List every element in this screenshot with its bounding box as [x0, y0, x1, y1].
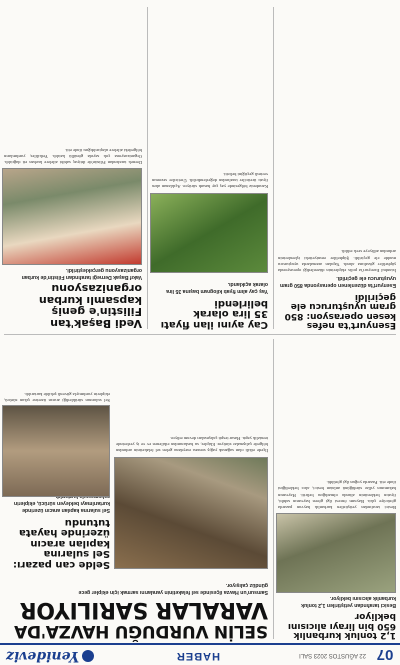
story-lede: Yaş çay alım fiyatı kilogram başına 35 lira olarak açıklandı.: [166, 281, 268, 295]
story-left: [4, 266, 142, 329]
story-lede: Sel sularına kapılan aracın üzerinde kurtarılmayı bekleyen sürücü, ekiplerin: [13, 500, 110, 514]
photo-kurban: [2, 168, 142, 265]
story-body: Besici tarafından yetiştirilen kurbanlık hayvan pazarda görücüye çıktı. Bayram öncesi ilgi gören hayvanın sahibi, fiyatın beklentinin altında olmadığını belirtti. Hayvanın bakımının yıllar sürdüğünü anlatan besici, alıcı beklediğini ifade etti. Pazarda yoğun ilgi görüldü.: [278, 480, 396, 510]
story-body: Dernek tarafından Filistin'de ihtiyaç sahibi ailelere kurban eti dağıtıldı. Organizasyona çok sayıda gönüllü katıldı. Yetkililer, yardımların bölgedeki ailelere ulaştırıldığını ifade etti.: [4, 147, 142, 165]
section-label: HABER: [175, 650, 220, 662]
story-body: Karadeniz bölgesinde yaş çay hasadı sürüyor. Açıklanan alım fiyatı üreticiler tarafından değerlendirildi. Üreticiler sezonun verimli geçtiğini belirtti.: [152, 171, 268, 189]
story-lede: Besici tarafından yetiştirilen 1,2 tonluk kurbanlık alıcısını bekliyor.: [301, 594, 396, 608]
column-rule: [147, 7, 148, 329]
headline: 1,2 tonluk kurbanlık 650 bin lirayı alıcısını bekliyor: [287, 611, 396, 640]
column-rule: [273, 7, 274, 329]
section-rule: [4, 334, 396, 335]
story-lede: Esenyurt'ta düzenlenen operasyonda 850 gram uyuşturucu ele geçirildi.: [280, 275, 396, 289]
story-lower-right: [278, 594, 396, 639]
photo-flood-vehicle: [2, 405, 110, 497]
logo-icon: [82, 650, 94, 662]
story-body: İlçede etkili olan sağanak yağış sonrası meydana gelen sel felaketinin ardından bölgede çalışmalar sürüyor. Ekipler, su baskınından etkilenen ev ve iş yerlerinde temizlik yaptı. Hasar tespit çalışmaları devam ediyor.: [116, 435, 268, 453]
headline-line1: SELİN VURDUĞU HAVZA'DA: [14, 621, 268, 641]
photo-flood: [114, 457, 268, 569]
page-number: 07: [376, 646, 394, 664]
story-lede: Vakıf Başak Derneği tarafından Filistin'de kurban organizasyonu gerçekleştirildi.: [21, 266, 142, 280]
photo-cattle: [276, 513, 396, 593]
headline: Vedi Başak'tan Filistin'e geniş kapsamlı kurban organizasyonu: [38, 282, 142, 330]
headline: Esenyurt'ta nefes kesen operasyon: 850 gram uyuşturucu ele geçirildi: [284, 291, 396, 330]
headline-line2: VARALAR SARILIYOR: [19, 597, 268, 623]
headline: Cay ayını ilan fiyatı 35 lira olarak belirlendi: [160, 298, 268, 330]
column-rule: [273, 339, 274, 639]
story-main: [4, 581, 268, 639]
masthead-bar: [0, 643, 400, 665]
newspaper-name: Yenideviz: [6, 648, 80, 664]
story-body: İstanbul Esenyurt'ta polis ekiplerinin düzenlediği operasyonda şüpheliler gözaltına alındı. Yapılan aramalarda uyuşturucu madde ele geçirildi. Şüpheliler emniyetteki işlemlerinin ardından adliyeye sevk edildi.: [278, 249, 396, 273]
headline: Selde can pazarı: Sel sularına kapılan aracın üzerinde hayata tutundu: [13, 517, 110, 570]
story-mid: [152, 280, 268, 329]
story-body: Sel sularının sürüklediği aracın üzerine çıkan sürücü, ekiplerin yardımıyla güvenli şekilde kurtarıldı.: [4, 391, 110, 403]
photo-tea: [150, 193, 268, 273]
story-right: [4, 492, 110, 569]
story-lede: Samsun'un Havza ilçesinde sel felaketinin yaralarını sarmak için ekipler gece gündüz çalışıyor.: [78, 582, 268, 596]
story-lower-left: [278, 274, 396, 329]
newspaper-logo: [6, 648, 94, 664]
publication-date: 22 AĞUSTOS 2023 SALI: [299, 652, 366, 658]
